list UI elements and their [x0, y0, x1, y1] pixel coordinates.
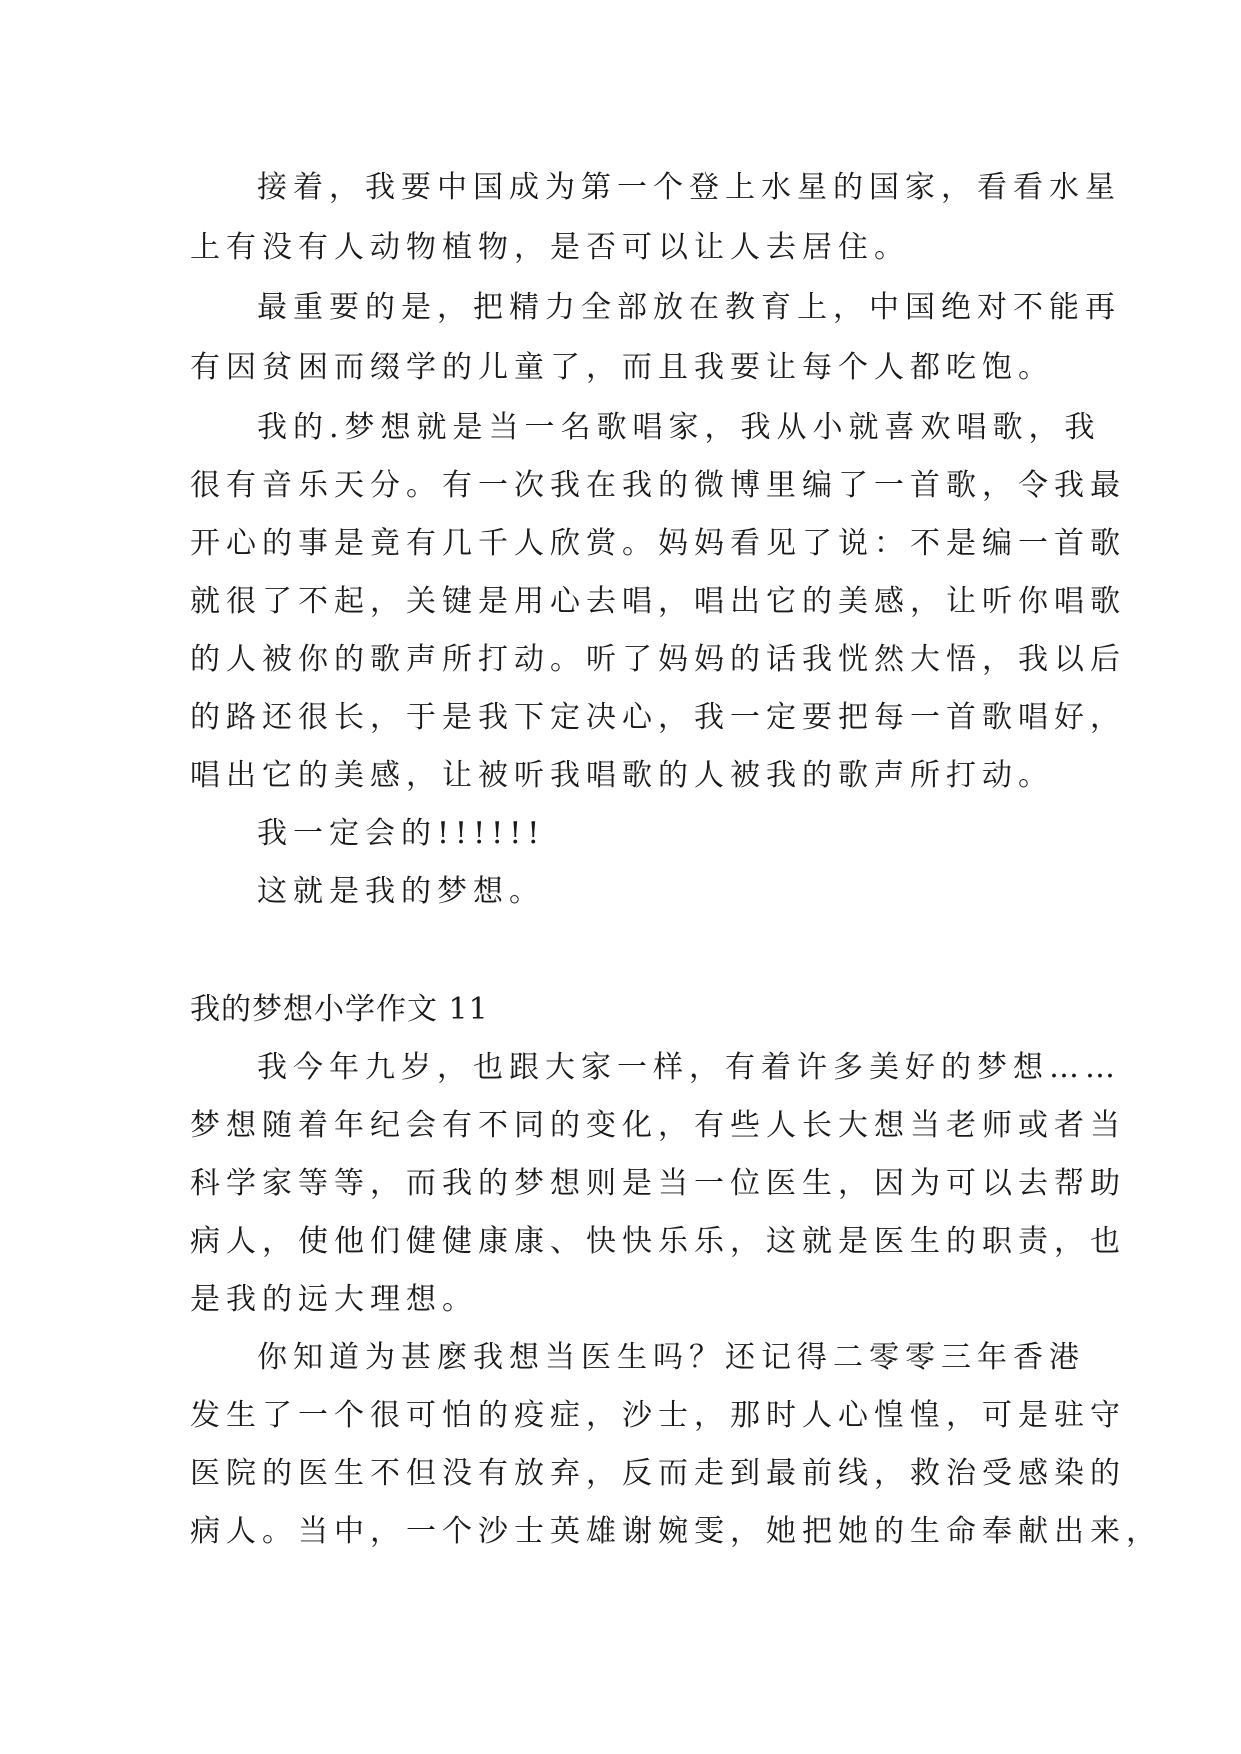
text-line: 唱出它的美感，让被听我唱歌的人被我的歌声所打动。	[190, 758, 1054, 793]
text-line: 的人被你的歌声所打动。听了妈妈的话我恍然大悟，我以后	[190, 642, 1126, 677]
text-line: 科学家等等，而我的梦想则是当一位医生，因为可以去帮助	[190, 1166, 1126, 1201]
text-line: 医院的医生不但没有放弃，反而走到最前线，救治受感染的	[190, 1456, 1126, 1491]
text-line: 病人。当中，一个沙士英雄谢婉雯，她把她的生命奉献出来，	[190, 1514, 1162, 1549]
text-line: 我今年九岁，也跟大家一样，有着许多美好的梦想……	[257, 1050, 1121, 1085]
text-line: 就很了不起，关键是用心去唱，唱出它的美感，让听你唱歌	[190, 584, 1126, 619]
text-line: 你知道为甚麽我想当医生吗？还记得二零零三年香港	[257, 1340, 1085, 1375]
text-line: 很有音乐天分。有一次我在我的微博里编了一首歌，令我最	[190, 468, 1126, 503]
text-line: 这就是我的梦想。	[257, 874, 545, 909]
text-line: 病人，使他们健健康康、快快乐乐，这就是医生的职责，也	[190, 1224, 1126, 1259]
text-line: 最重要的是，把精力全部放在教育上，中国绝对不能再	[257, 290, 1121, 325]
text-line: 的路还很长，于是我下定决心，我一定要把每一首歌唱好，	[190, 700, 1126, 735]
text-line: 接着，我要中国成为第一个登上水星的国家，看看水星	[257, 170, 1121, 205]
text-line: 有因贫困而缀学的儿童了，而且我要让每个人都吃饱。	[190, 350, 1054, 385]
text-line: 开心的事是竟有几千人欣赏。妈妈看见了说：不是编一首歌	[190, 526, 1126, 561]
text-line: 我的.梦想就是当一名歌唱家，我从小就喜欢唱歌，我	[257, 410, 1101, 445]
text-line: 是我的远大理想。	[190, 1282, 478, 1317]
section-heading: 我的梦想小学作文 11	[190, 992, 489, 1027]
text-line: 上有没有人动物植物，是否可以让人去居住。	[190, 230, 910, 265]
text-line: 发生了一个很可怕的疫症，沙士，那时人心惶惶，可是驻守	[190, 1398, 1126, 1433]
text-line: 我一定会的!!!!!!	[257, 816, 546, 851]
text-line: 梦想随着年纪会有不同的变化，有些人长大想当老师或者当	[190, 1108, 1126, 1143]
